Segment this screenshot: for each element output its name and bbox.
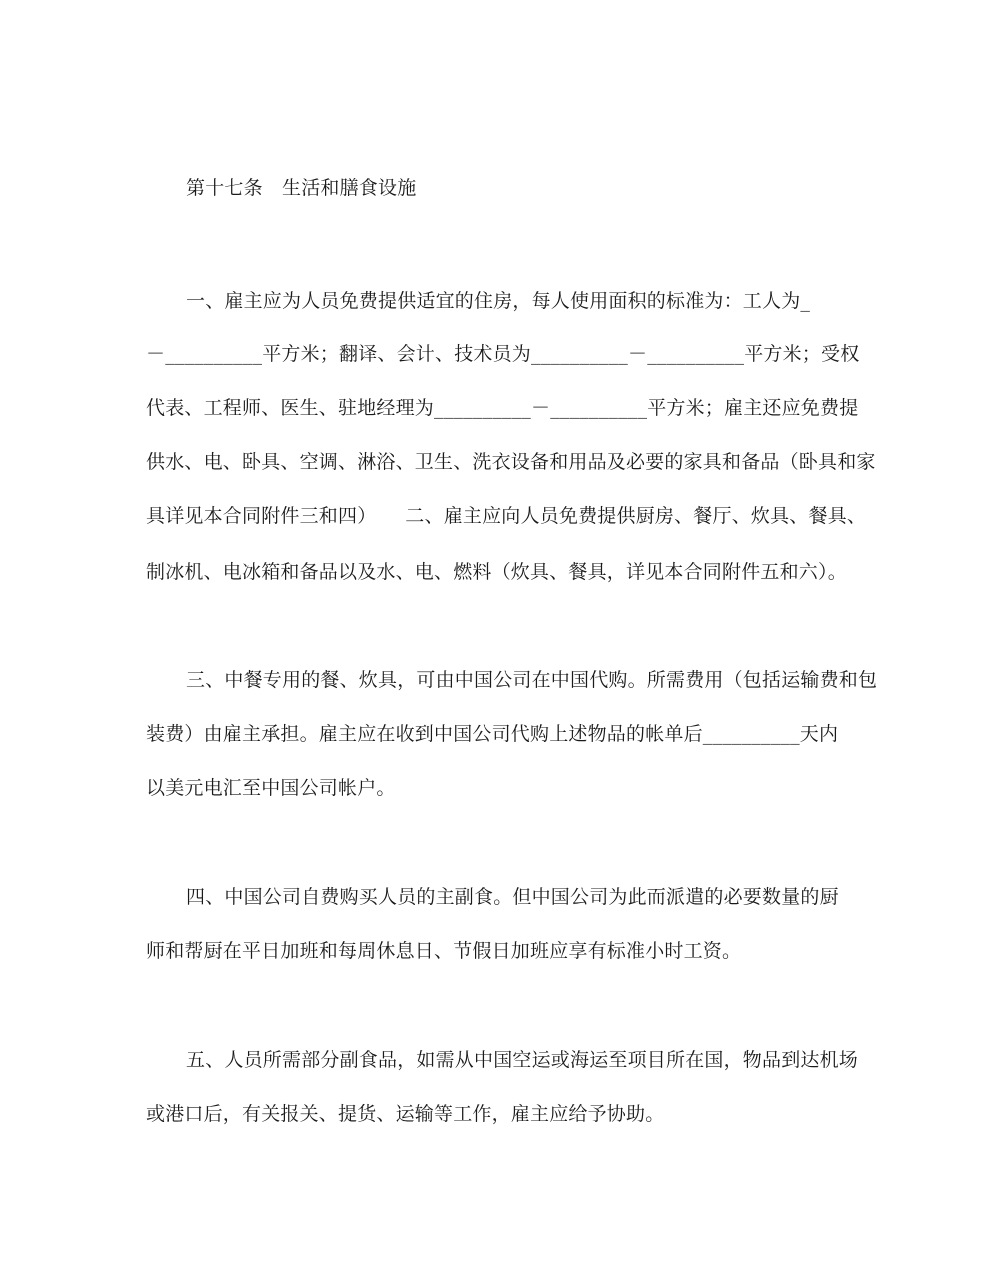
paragraph-line: 五、人员所需部分副食品，如需从中国空运或海运至项目所在国，物品到达机场 [186,1049,859,1071]
article-heading: 第十七条 生活和膳食设施 [186,177,417,199]
paragraph-line: 具详见本合同附件三和四） 二、雇主应向人员免费提供厨房、餐厅、炊具、餐具、 [146,505,867,527]
paragraph-line: 代表、工程师、医生、驻地经理为__________－__________平方米；雇主还应免费提 [146,397,859,419]
paragraph-line: 或港口后，有关报关、提货、运输等工作，雇主应给予协助。 [146,1103,665,1125]
paragraph-line: 一、雇主应为人员免费提供适宜的住房，每人使用面积的标准为：工人为_ [186,290,811,312]
paragraph-line: 装费）由雇主承担。雇主应在收到中国公司代购上述物品的帐单后__________天内 [146,723,839,745]
paragraph-line: 三、中餐专用的餐、炊具，可由中国公司在中国代购。所需费用（包括运输费和包 [186,669,878,691]
paragraph-line: 制冰机、电冰箱和备品以及水、电、燃料（炊具、餐具，详见本合同附件五和六）。 [146,561,847,583]
paragraph-line: 四、中国公司自费购买人员的主副食。但中国公司为此而派遣的必要数量的厨 [186,886,839,908]
paragraph-line: 以美元电汇至中国公司帐户。 [146,777,396,799]
paragraph-line: 供水、电、卧具、空调、淋浴、卫生、洗衣设备和用品及必要的家具和备品（卧具和家 [146,451,876,473]
paragraph-line: －__________平方米；翻译、会计、技术员为__________－__________平方米；受权 [146,343,860,365]
paragraph-line: 师和帮厨在平日加班和每周休息日、节假日加班应享有标准小时工资。 [146,940,742,962]
